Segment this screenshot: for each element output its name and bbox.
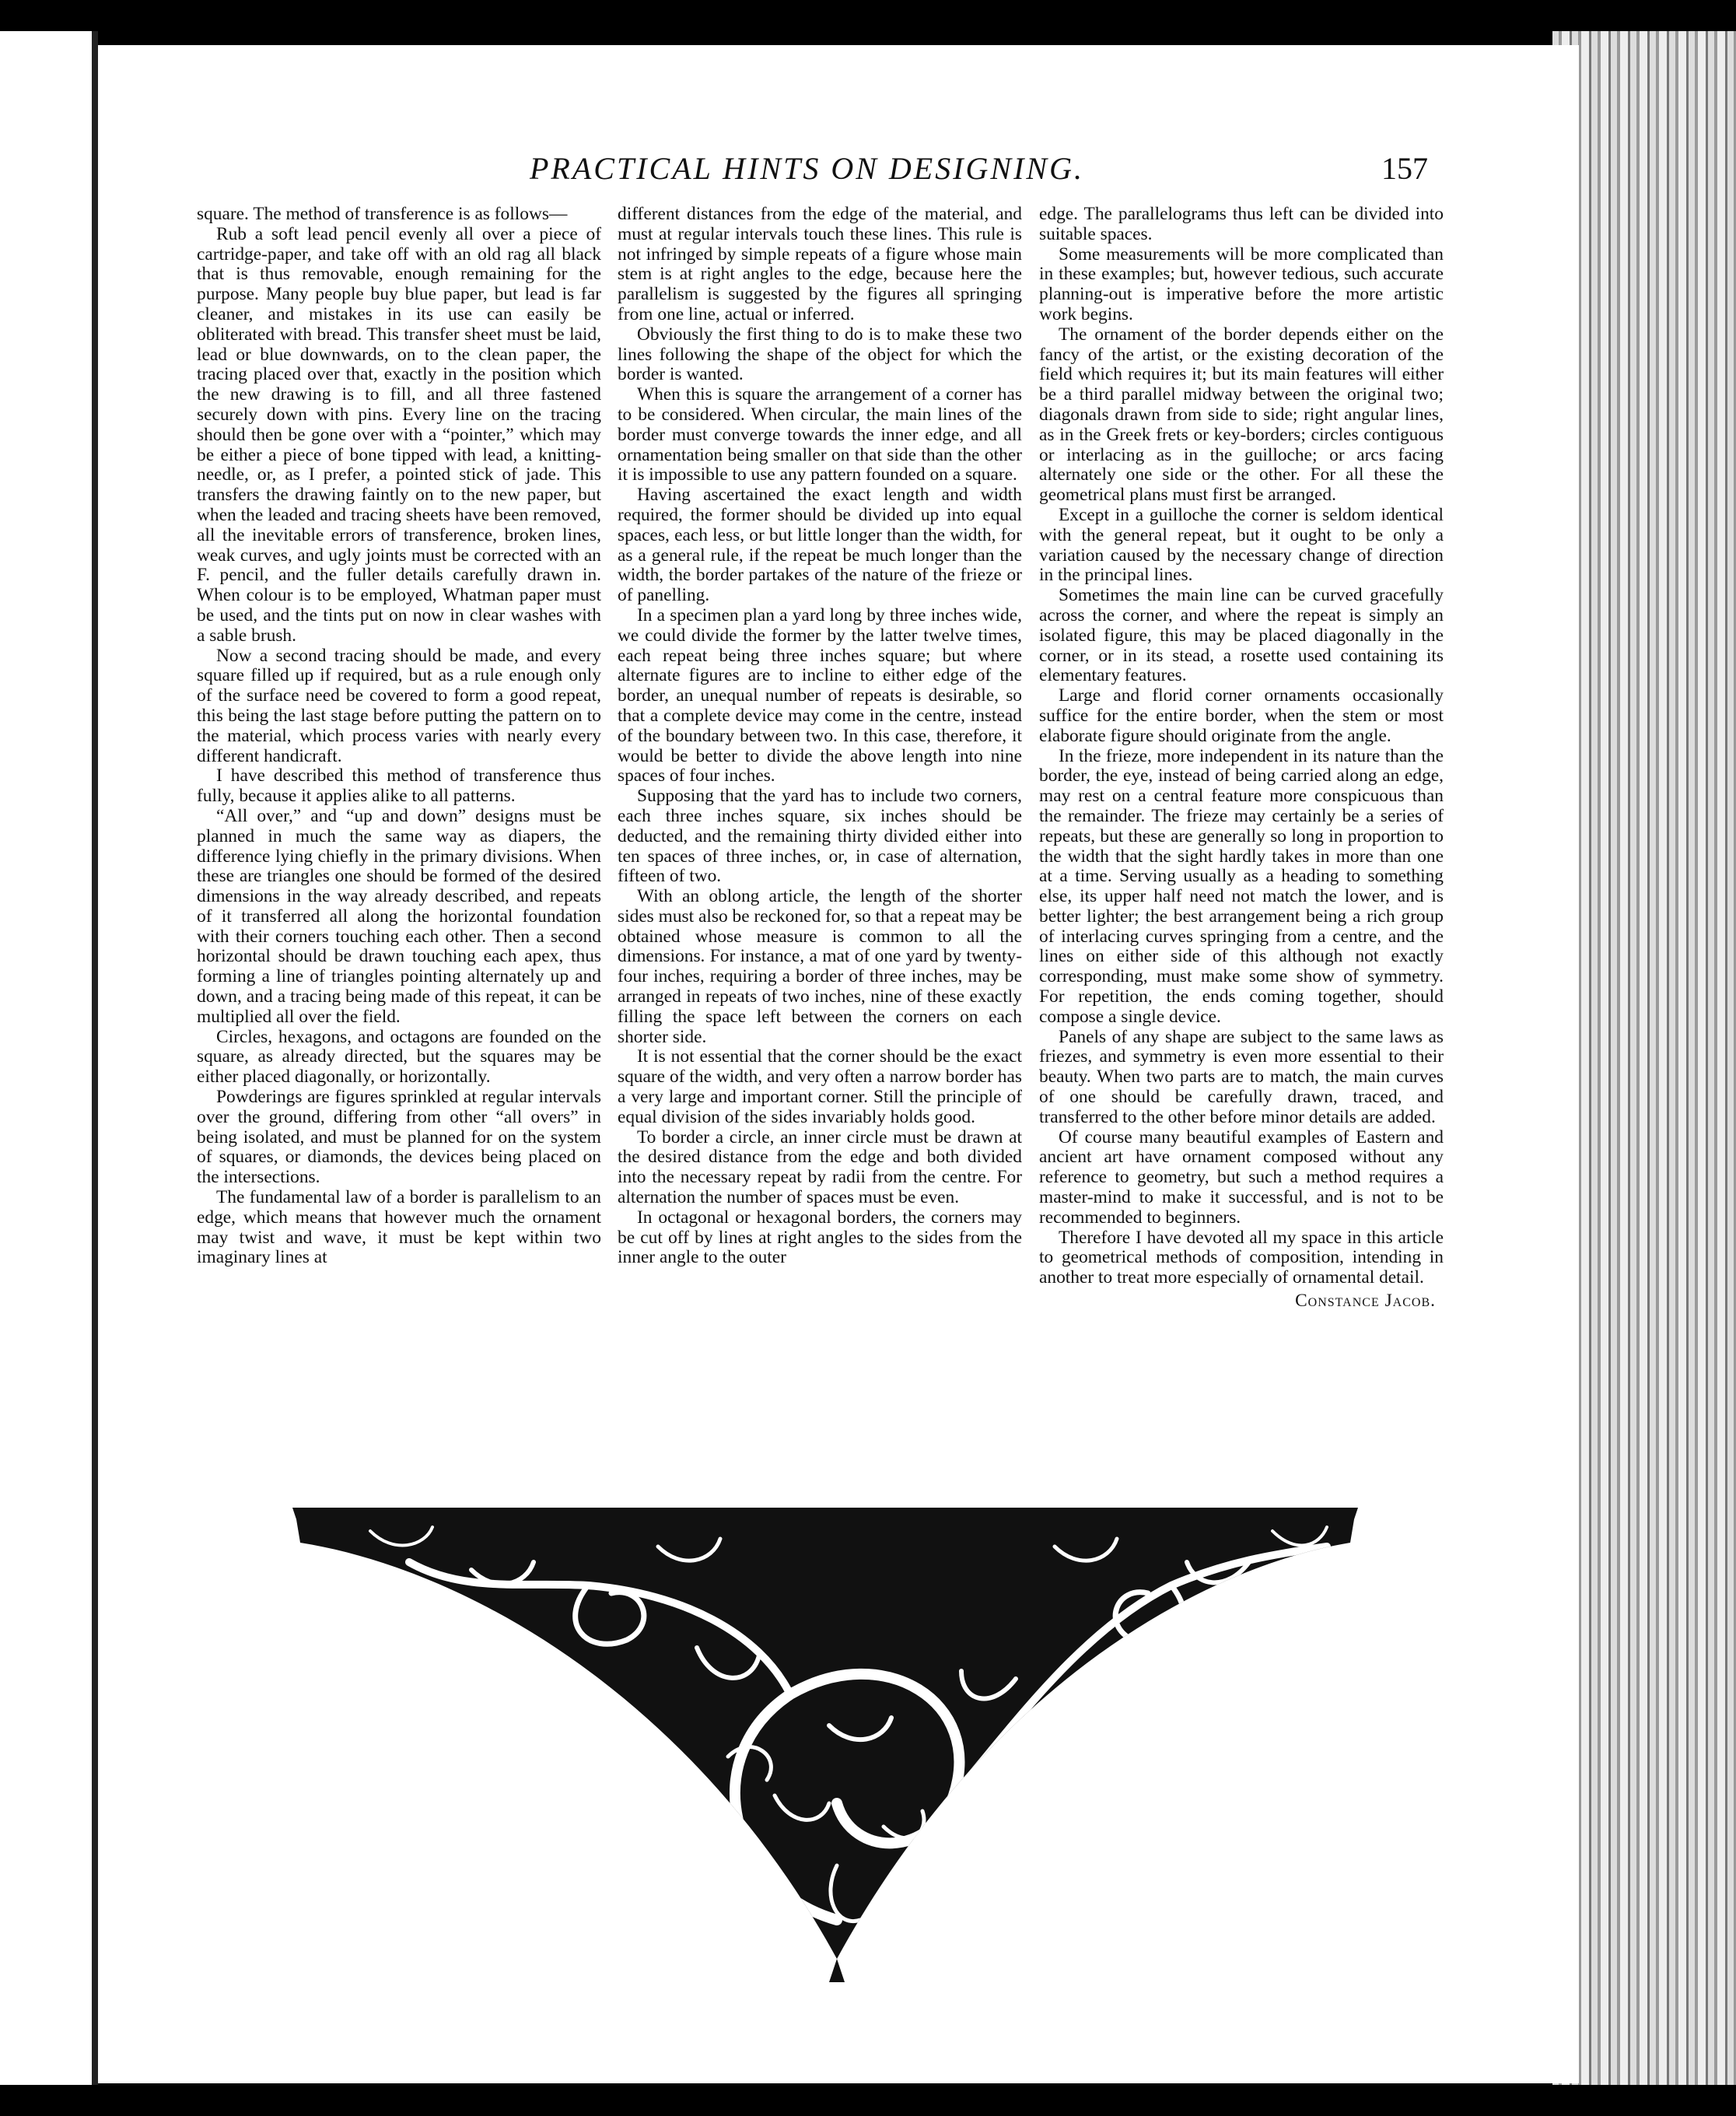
- paragraph: Now a second tracing should be made, and every square filled up if required, but as a rule enough only of the surface need be covered to form a good repeat, this being the last stage before putting the pattern on to the material, which process varies with nearly every different handicraft.: [197, 645, 601, 766]
- book-page-edges: [1552, 31, 1736, 2085]
- paragraph: The fundamental law of a border is parallelism to an edge, which means that however much the ornament may twist and wave, it must be kept within two imaginary lines at: [197, 1187, 601, 1268]
- author-signature: Constance Jacob.: [1295, 1291, 1436, 1312]
- paragraph: Supposing that the yard has to include two corners, each three inches square, six inches should be deducted, and the remaining thirty divided either into ten spaces of three inches, or, in case of alternation, fifteen of two.: [618, 786, 1022, 887]
- text-column-2: [618, 205, 1022, 1519]
- page-number: 157: [1381, 151, 1428, 186]
- paragraph: edge. The parallelograms thus left can be divided into suitable spaces.: [1039, 205, 1444, 244]
- paragraph: With an oblong article, the length of the shorter sides must also be reckoned for, so that a repeat may be obtained whose measure is common to all the dimensions. For instance, a mat of one yard by twenty-four inches, requiring a border of three inches, may be arranged in repeats of two inches, nine of these exactly filling the space left between the corners on each shorter side.: [618, 886, 1022, 1047]
- paragraph: different distances from the edge of the material, and must at regular intervals touch these lines. This rule is not infringed by simple repeats of a figure whose main stem is at right angles to the edge, because here the parallelism is suggested by the figures all springing from one line, actual or inferred.: [618, 205, 1022, 324]
- running-title: PRACTICAL HINTS ON DESIGNING.: [530, 151, 1084, 186]
- paragraph: Some measurements will be more complicated than in these examples; but, however tedious, such accurate planning-out is imperative before the more artistic work begins.: [1039, 243, 1444, 324]
- paragraph: Therefore I have devoted all my space in this article to geometrical methods of composition, intending in another to treat more especially of ornamental detail.: [1039, 1227, 1444, 1288]
- text-column-3: [1039, 205, 1444, 1519]
- foliate-corner-ornament-icon: [292, 1500, 1358, 1982]
- paragraph: Large and florid corner ornaments occasionally suffice for the entire border, when the stem or most elaborate figure should originate from the angle.: [1039, 685, 1444, 746]
- paragraph: I have described this method of transference thus fully, because it applies alike to all patterns.: [197, 765, 601, 807]
- page-header: [98, 150, 1579, 205]
- paragraph: Sometimes the main line can be curved gracefully across the corner, and where the repeat is simply an isolated figure, this may be placed diagonally in the corner, or in its stead, a rosette used containing its elementary features.: [1039, 585, 1444, 686]
- paragraph: It is not essential that the corner should be the exact square of the width, and very often a narrow border has a very large and important corner. Still the principle of equal division of the sides invariably holds good.: [618, 1046, 1022, 1127]
- paragraph: Powderings are figures sprinkled at regular intervals over the ground, differing from other “all overs” in being isolated, and must be planned for on the system of squares, or diamonds, the devices being placed on the intersections.: [197, 1087, 601, 1188]
- paragraph: When this is square the arrangement of a corner has to be considered. When circular, the main lines of the border must converge towards the inner edge, and all ornamentation being smaller on that side than the other it is impossible to use any pattern founded on a square.: [618, 384, 1022, 485]
- ornament-top-band: [292, 1508, 1358, 1519]
- paragraph: To border a circle, an inner circle must be drawn at the desired distance from the edge and both divided into the necessary repeat by radii from the centre. For alternation the number of spaces must be even.: [618, 1126, 1022, 1208]
- paragraph: square. The method of transference is as follows—: [197, 205, 568, 224]
- paragraph: In octagonal or hexagonal borders, the corners may be cut off by lines at right angles to the sides from the inner angle to the outer: [618, 1207, 1022, 1268]
- paragraph: Obviously the first thing to do is to make these two lines following the shape of the object for which the border is wanted.: [618, 324, 1022, 385]
- ornament-tip: [829, 1959, 845, 1982]
- text-column-1: [197, 205, 601, 1519]
- paragraph: Having ascertained the exact length and width required, the former should be divided up into equal spaces, each less, or but little longer than the width, for as a general rule, if the repeat be much longer than the width, the border partakes of the nature of the frieze or of panelling.: [618, 485, 1022, 606]
- paragraph: Rub a soft lead pencil evenly all over a piece of cartridge-paper, and take off with an old rag all black that is thus removable, enough remaining for the purpose. Many people buy blue paper, but lead is far cleaner, and mistakes in its use can easily be obliterated with bread. This transfer sheet must be laid, lead or blue downwards, on to the clean paper, the tracing placed over that, exactly in the position which the new drawing is to fill, and all three fastened securely down with pins. Every line on the tracing should then be gone over with a “pointer,” which may be either a piece of bone tipped with lead, a knitting-needle, or, as I prefer, a pointed stick of jade. This transfers the drawing faintly on to the new paper, but when the leaded and tracing sheets have been removed, all the inevitable errors of transference, broken lines, weak curves, and ugly joints must be corrected with an F. pencil, and the fuller details carefully drawn in. When colour is to be employed, Whatman paper must be used, and the tints put on now in clear washes with a sable brush.: [197, 223, 601, 646]
- paragraph: The ornament of the border depends either on the fancy of the artist, or the existing decoration of the field which requires it; but its main features will either be a third parallel midway between the original two; diagonals drawn from side to side; right angular lines, as in the Greek frets or key-borders; circles contiguous or interlacing as in the guilloche; or arcs facing alternately one side or the other. For all these the geometrical plans must first be arranged.: [1039, 324, 1444, 506]
- paragraph: In the frieze, more independent in its nature than the border, the eye, instead of being carried along an edge, may rest on a central feature more conspicuous than the remainder. The frieze may certainly be a series of repeats, but these are generally so long in proportion to the width that the sight hardly takes in more than one at a time. Serving usually as a heading to something else, its upper half need not match the lower, and is better lighter; the best arrangement being a rich group of interlacing curves springing from a centre, and the lines on either side of this although not exactly corresponding, must make some show of symmetry. For repetition, the ends coming together, should compose a single device.: [1039, 745, 1444, 1027]
- ornament-field: [296, 1519, 1354, 1959]
- facing-page-edge: [0, 31, 98, 2085]
- paragraph: Circles, hexagons, and octagons are founded on the square, as already directed, but the squares may be either placed diagonally, or horizontally.: [197, 1026, 601, 1088]
- paragraph: “All over,” and “up and down” designs must be planned in much the same way as diapers, the difference lying chiefly in the primary divisions. When these are triangles one should be formed of the desired dimensions in the way already described, and repeats of it transferred all along the horizontal foundation with their corners touching each other. Then a second horizontal should be drawn touching each apex, thus forming a line of triangles pointing alternately up and down, and a tracing being made of this repeat, it can be multiplied all over the field.: [197, 805, 601, 1027]
- paragraph: Of course many beautiful examples of Eastern and ancient art have ornament composed without any reference to geometry, but such a method requires a master-mind to make it successful, and is not to be recommended to beginners.: [1039, 1126, 1444, 1228]
- paragraph: Panels of any shape are subject to the same laws as friezes, and symmetry is even more essential to their beauty. When two parts are to match, the main curves of one should be carefully drawn, traced, and transferred to the other before minor details are added.: [1039, 1026, 1444, 1127]
- paragraph: In a specimen plan a yard long by three inches wide, we could divide the former by the latter twelve times, each repeat being three inches square; but where alternate figures are to incline to either edge of the border, an unequal number of repeats is desirable, so that a complete device may come in the centre, instead of the boundary between two. In this case, therefore, it would be better to divide the above length into nine spaces of four inches.: [618, 604, 1022, 786]
- book-page: [98, 45, 1579, 2083]
- paragraph: Except in a guilloche the corner is seldom identical with the general repeat, but it ought to be only a variation caused by the necessary change of direction in the principal lines.: [1039, 504, 1444, 586]
